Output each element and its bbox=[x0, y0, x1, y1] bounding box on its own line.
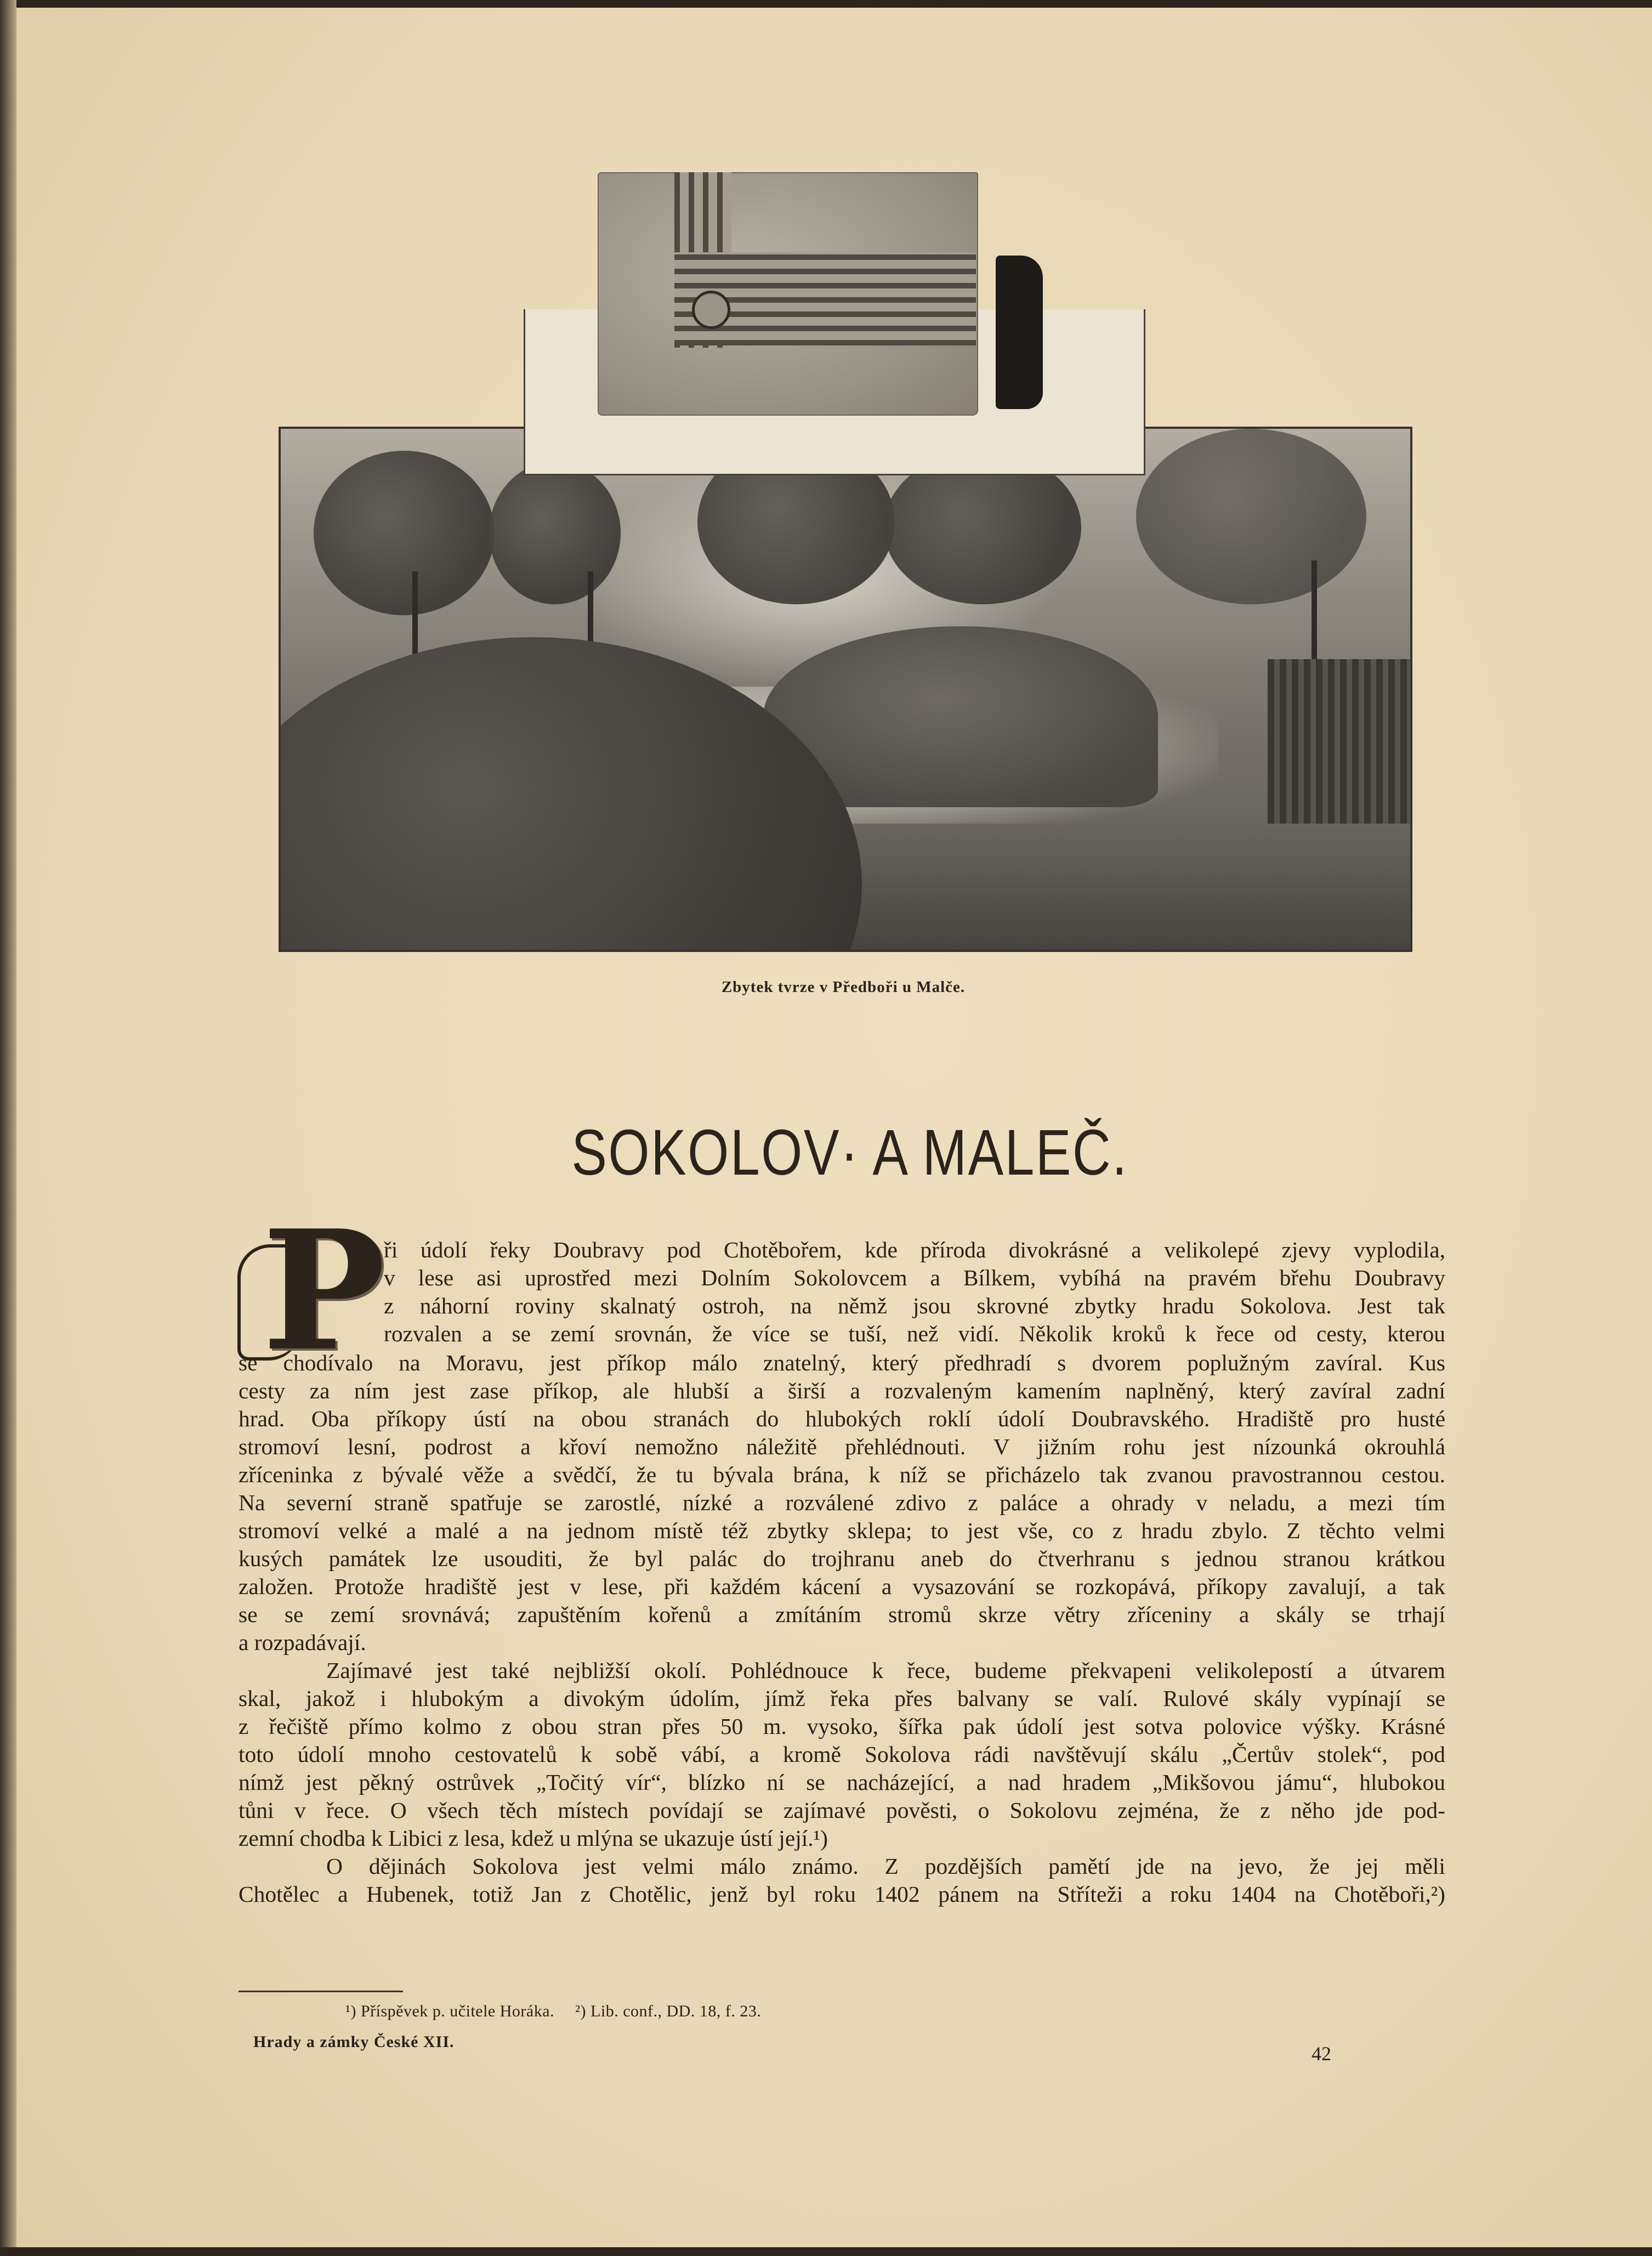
text-line: v lese asi uprostřed mezi Dolním Sokolovcem a Bílkem, vybíhá na pravém břehu Doubravy bbox=[384, 1265, 1445, 1290]
text-line: kusých památek lze usouditi, že byl palác do trojhranu aneb do čtverhranu s jednou stranou krátkou bbox=[239, 1546, 1445, 1571]
text-line: nímž jest pěkný ostrůvek „Točitý vír“, blízko ní se nacházející, a nad hradem „Mikšovou jámu“, hlubokou bbox=[239, 1770, 1445, 1795]
landscape-engraving bbox=[279, 427, 1412, 952]
page-binding-edge bbox=[0, 0, 16, 2256]
fence bbox=[1268, 659, 1410, 824]
tree bbox=[489, 462, 621, 604]
text-line: Chotělec a Hubenek, totiž Jan z Chotělic, jenž byl roku 1402 pánem na Stříteži a roku 1404 na Chotěboři,²) bbox=[239, 1881, 1445, 1907]
sheet-signature: Hrady a zámky České XII. bbox=[253, 2033, 455, 2051]
footnote-2: ²) Lib. conf., DD. 18, f. 23. bbox=[575, 2002, 762, 2020]
page-edge-bottom bbox=[0, 2247, 1652, 2256]
text-line: založen. Protože hradiště jest v lese, při každém kácení a vysazování se rozkopává, příkopy zavalují, a tak bbox=[239, 1574, 1445, 1599]
text-line: stromoví lesní, podrost a křoví nemožno náležitě přehlédnouti. V jižním rohu jest nízounká okrouhlá bbox=[239, 1434, 1445, 1459]
page-edge-top bbox=[0, 0, 1652, 8]
text-line: rozvalen a se zemí srovnán, že více se tuší, než vidí. Několik kroků k řece od cesty, kterou bbox=[384, 1321, 1445, 1346]
text-line: z řečiště přímo kolmo z obou stran přes 50 m. vysoko, šířka pak údolí jest sotva polovice výšky. Krásné bbox=[239, 1714, 1445, 1739]
figure-caption: Zbytek tvrze v Předboři u Malče. bbox=[721, 978, 966, 996]
lead-paragraph bbox=[384, 1236, 1445, 1348]
text-line: se se zemí srovnává; zapuštěním kořenů a zmítáním stromů skrze větry zříceniny a skály se trhají bbox=[239, 1602, 1445, 1627]
page-number: 42 bbox=[1312, 2043, 1331, 2065]
text-line: stromoví velké a malé a na jednom místě též zbytky sklepa; to jest vše, co z hradu zbylo. Z těchto velmi bbox=[239, 1518, 1445, 1543]
text-line: Na severní straně spatřuje se zarostlé, nízké a rozválené zdivo z paláce a ohrady v neladu, a mezi tím bbox=[239, 1490, 1445, 1515]
body-paragraph-1 bbox=[239, 1349, 1445, 1908]
text-line: ři údolí řeky Doubravy pod Chotěbořem, kde příroda divokrásné a velikolepé zjevy vyplodila, bbox=[384, 1237, 1445, 1262]
rosette-ornament bbox=[692, 291, 730, 329]
footnotes bbox=[345, 2002, 777, 2021]
tree bbox=[314, 451, 495, 615]
text-line: hrad. Oba příkopy ústí na obou stranách do hlubokých roklí údolí Doubravského. Hradiště pro husté bbox=[239, 1406, 1445, 1431]
book-page bbox=[16, 8, 1652, 2247]
drop-cap-letter: P bbox=[262, 1194, 386, 1387]
text-line: O dějinách Sokolova jest velmi málo známo. Z pozdějších pamětí jde na jevo, že jej měli bbox=[326, 1853, 1445, 1879]
text-line: se chodívalo na Moravu, jest příkop málo znatelný, který předhradí s dvorem poplužným zavíral. Kus bbox=[239, 1350, 1445, 1375]
text-line: Zajímavé jest také nejbližší okolí. Pohlédnouce k řece, budeme překvapeni velikolepostí a útvarem bbox=[326, 1658, 1445, 1683]
text-line: toto údolí mnoho cestovatelů k sobě vábí, a kromě Sokolova rádi navštěvují skálu „Čertův stolek“, pod bbox=[239, 1742, 1445, 1767]
footnote-rule bbox=[239, 1991, 403, 1992]
text-line: zříceninka z bývalé věže a svědčí, že tu bývala brána, k níž se přicházelo tak zvanou pravostrannou cestou. bbox=[239, 1462, 1445, 1487]
text-line: tůni v řece. O všech těch místech povídají se zajímavé pověsti, o Sokolovu zejména, že z něho jde pod- bbox=[239, 1798, 1445, 1823]
text-line: skal, jakož i hlubokým a divokým údolím, jímž řeka přes balvany se valí. Rulové skály vypínají se bbox=[239, 1686, 1445, 1711]
text-line: a rozpadávají. bbox=[239, 1630, 366, 1655]
tree bbox=[1136, 429, 1366, 604]
text-line: cesty za ním jest zase příkop, ale hlubší a širší a rozvaleným kamením naplněný, který zavíral zadní bbox=[239, 1378, 1445, 1403]
moulding-profile bbox=[996, 256, 1043, 409]
text-line: z náhorní roviny skalnatý ostroh, na němž jsou skrovné zbytky hradu Sokolova. Jest tak bbox=[384, 1293, 1445, 1318]
footnote-1: ¹) Příspěvek p. učitele Horáka. bbox=[345, 2002, 555, 2020]
article-title: SOKOLOV· A MALEČ. bbox=[571, 1116, 1128, 1189]
text-line: zemní chodba k Libici z lesa, kdež u mlýna se ukazuje ústí její.¹) bbox=[239, 1826, 828, 1851]
